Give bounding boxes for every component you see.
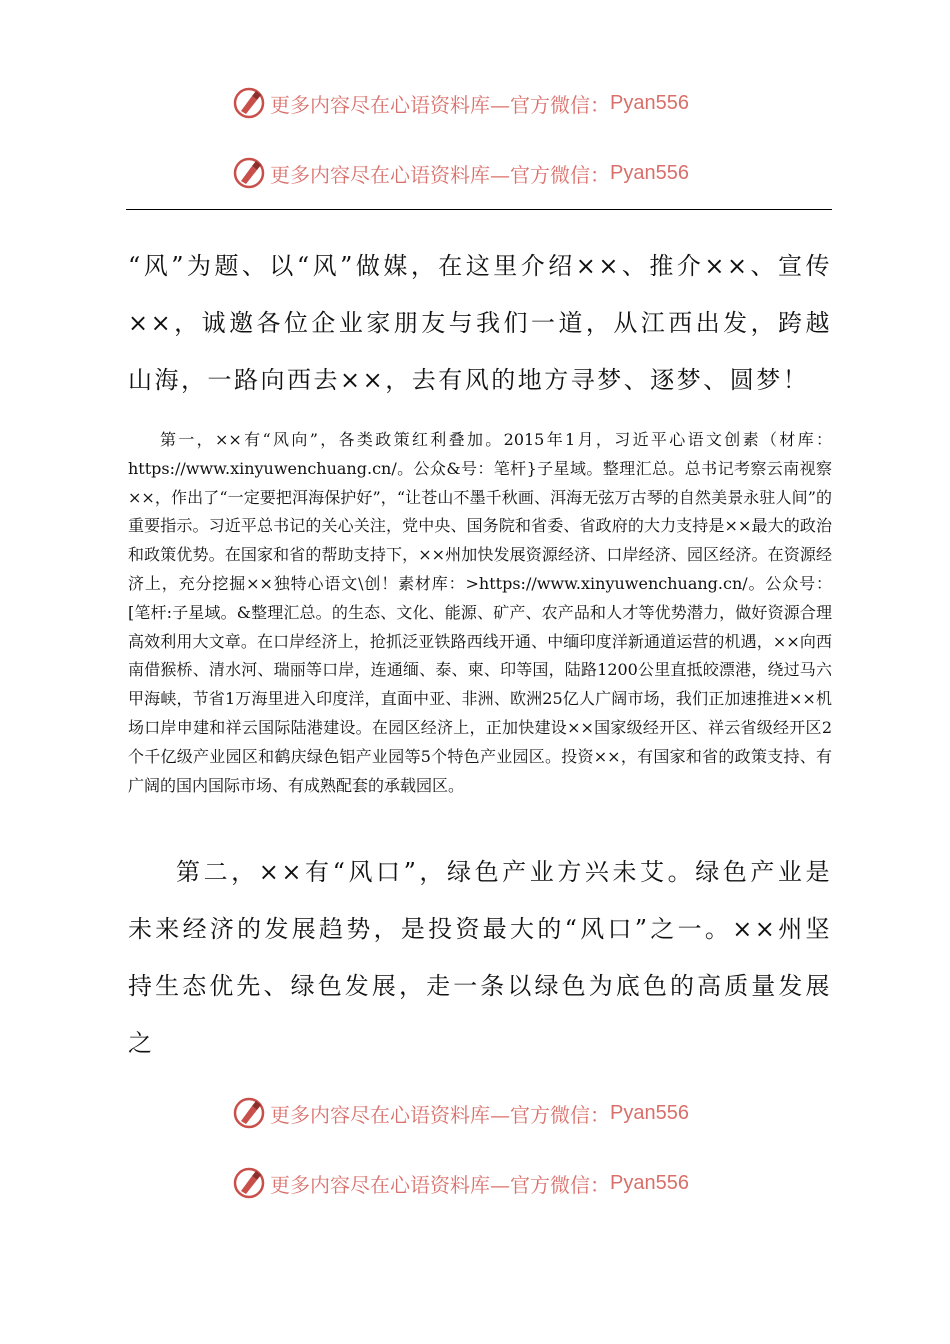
paragraph-intro: “风”为题、以“风”做媒，在这里介绍××、推介××、宣传××，诚邀各位企业家朋友与我们一道，从江西出发，跨越山海，一路向西去××，去有风的地方寻梦、逐梦、圆梦！ [128,252,832,394]
watermark-banner-1 [232,86,689,120]
watermark-text: 更多内容尽在心语资料库—官方微信： [270,1172,610,1197]
watermark-wechat-id: Pyan556 [610,1101,689,1124]
watermark-wechat-id: Pyan556 [610,1171,689,1194]
watermark-banner-4 [232,1166,689,1200]
pen-nib-circle-icon [232,156,266,190]
watermark-banner-2 [232,156,689,190]
pen-nib-circle-icon [232,86,266,120]
watermark-text: 更多内容尽在心语资料库—官方微信： [270,92,610,117]
watermark-text: 更多内容尽在心语资料库—官方微信： [270,162,610,187]
paragraph-policy: 第一，××有“风向”，各类政策红利叠加。2015年1月，习近平心语文创素（材库：https://www.xinyuwenchuang.cn/。公众&号：笔杆}子星域。整理汇总。总书记考察云南视察××，作出了“一定要把洱海保护好”，“让苍山不墨千秋画、洱海无弦万古琴的自然美景永驻人间”的重要指示。习近平总书记的关心关注，党中央、国务院和省委、省政府的大力支持是××最大的政治和政策优势。在国家和省的帮助支持下，××州加快发展资源经济、口岸经济、园区经济。在资源经济上，充分挖掘××独特心语文\创！素材库：>https://www.xinyuwenchuang.cn/。公众号：[笔杆:子星域。&整理汇总。的生态、文化、能源、矿产、农产品和人才等优势潜力，做好资源合理高效利用大文章。在口岸经济上，抢抓泛亚铁路西线开通、中缅印度洋新通道运营的机遇，××向西南借猴桥、清水河、瑞丽等口岸，连通缅、泰、柬、印等国，陆路1200公里直抵皎漂港，绕过马六甲海峡，节省1万海里进入印度洋，直面中亚、非洲、欧洲25亿人广阔市场，我们正加速推进××机场口岸申建和祥云国际陆港建设。在园区经济上，正加快建设××国家级经开区、祥云省级经开区2个千亿级产业园区和鹤庆绿色铝产业园等5个特色产业园区。投资××，有国家和省的政策支持、有广阔的国内国际市场、有成熟配套的承载园区。 [128,430,832,795]
watermark-wechat-id: Pyan556 [610,161,689,184]
watermark-wechat-id: Pyan556 [610,91,689,114]
header-divider [126,209,832,210]
pen-nib-circle-icon [232,1096,266,1130]
paragraph-green-industry: 第二，××有“风口”，绿色产业方兴未艾。绿色产业是未来经济的发展趋势，是投资最大的“风口”之一。××州坚持生态优先、绿色发展，走一条以绿色为底色的高质量发展之 [128,858,832,1057]
watermark-text: 更多内容尽在心语资料库—官方微信： [270,1102,610,1127]
pen-nib-circle-icon [232,1166,266,1200]
watermark-banner-3 [232,1096,689,1130]
